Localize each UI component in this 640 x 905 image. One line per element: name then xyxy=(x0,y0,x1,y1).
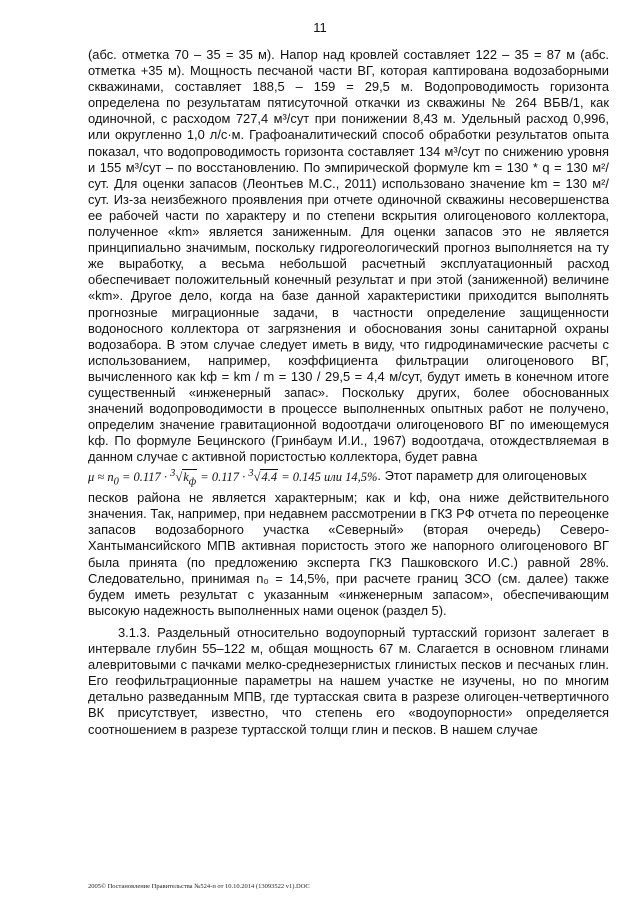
page-number: 11 xyxy=(313,20,327,35)
paragraph-main: (абс. отметка 70 – 35 = 35 м). Напор над кровлей составляет 122 – 35 = 87 м (абс. отметка +35 м). Мощность песчаной части ВГ, которая каптирована водозаборными скважинами, составляет 188,5 – 159 = 29,5 м. Водопроводимость горизонта определена по результатам пятисуточной откачки из скважины № 264 ВБВ/1, как одиночной, с расходом 727,4 м³/сут при понижении 8,43 м. Удельный расход 0,996, или округленно 1,0 л/с·м. Графоаналитический способ обработки результатов опыта показал, что водопроводимость горизонта составляет 134 м³/сут по снижению уровня и 155 м³/сут – по восстановлению. По эмпирической формуле km = 130 * q = 130 м²/сут. Для оценки запасов (Леонтьев М.С., 2011) использовано значение km = 130 м²/сут. Из-за неизбежного проявления при отчете одиночной скважины несовершенства ее рабочей части по характеру и по степени вскрытия олигоценового коллектора, полученное «km» является заниженным. Для оценки запасов это не является принципиально значимым, поскольку гидрогеологический прогноз выполняется на ту же выработку, а весьма небольшой расчетный эксплуатационный расход обеспечивает положительный конечный результат и при этой (заниженной) величине «km». Другое дело, когда на базе данной характеристики приходится выполнять прогнозные миграционные задачи, в частности определение защищенности водоносного коллектора от загрязнения и обоснования зоны санитарной охраны водозабора. В этом случае следует иметь в виду, что гидродинамические расчеты с использованием, например, коэффициента фильтрации олигоценового ВГ, вычисленного как kф = km / m = 130 / 29,5 = 4,4 м/сут, будут иметь в конечном итоге существенный «инженерный запас». Поскольку других, более обоснованных значений водопроводимости в процессе выполненных опытных работ не получено, определим значение гравитационной водоотдачи олигоценового ВГ по имеющемуся kф. По формуле Бецинского (Гринбаум И.И., 1967) водоотдача, отождествляемая в данном случае с активной пористостью коллектора, будет равна xyxy=(88,47,609,465)
formula: $\mu \approx n_0 = 0.117 \cdot ^3√k_ф = 0.117 \cdot ^3√4.4 = 0.145$ или 14,5% xyxy=(88,467,378,488)
paragraph-after-formula: песков района не является характерным; как и kф, она ниже действительного значения. Так, например, при недавнем рассмотрении в ГКЗ РФ отчета по переоценке запасов водозаборного участка «Северный» (вторая очередь) Северо-Хантымансийского МПВ активная пористость этого же напорного олигоценового ВГ была принята (по предложению эксперта ГКЗ Пашковского И.С.) равной 28%. Следовательно, принимая n₀ = 14,5%, при расчете границ ЗСО (см. далее) также будем иметь результат с указанным «инженерным запасом», обеспечивающим высокую надежность выполненных нами оценок (раздел 5). xyxy=(88,490,609,618)
formula-line: $\mu \approx n_0 = 0.117 \cdot ^3√k_ф = 0.117 \cdot ^3√4.4 = 0.145$ или 14,5%. Этот параметр для олигоценовых xyxy=(88,467,587,488)
section-3-1-3: 3.1.3. Раздельный относительно водоупорный туртасский горизонт залегает в интервале глубин 55–122 м, общая мощность 67 м. Слагается в основном глинами алевритовыми с пачками мелко-среднезернистых глинистых песков и песчаных глин. Его геофильтрационные параметры на нашем участке не изучены, но по многим детально разведанным МПВ, где туртасская свита в разрезе олигоцен-четвертичного ВК присутствует, известно, что степень его «водоупорности» определяется соотношением в разрезе туртасской толщи глин и песков. В нашем случае xyxy=(88,624,609,737)
document-footer: 2005© Постановление Правительства №524-п от 10.10.2014 (13093522 v1).DOC xyxy=(88,883,310,890)
document-body xyxy=(88,47,609,738)
